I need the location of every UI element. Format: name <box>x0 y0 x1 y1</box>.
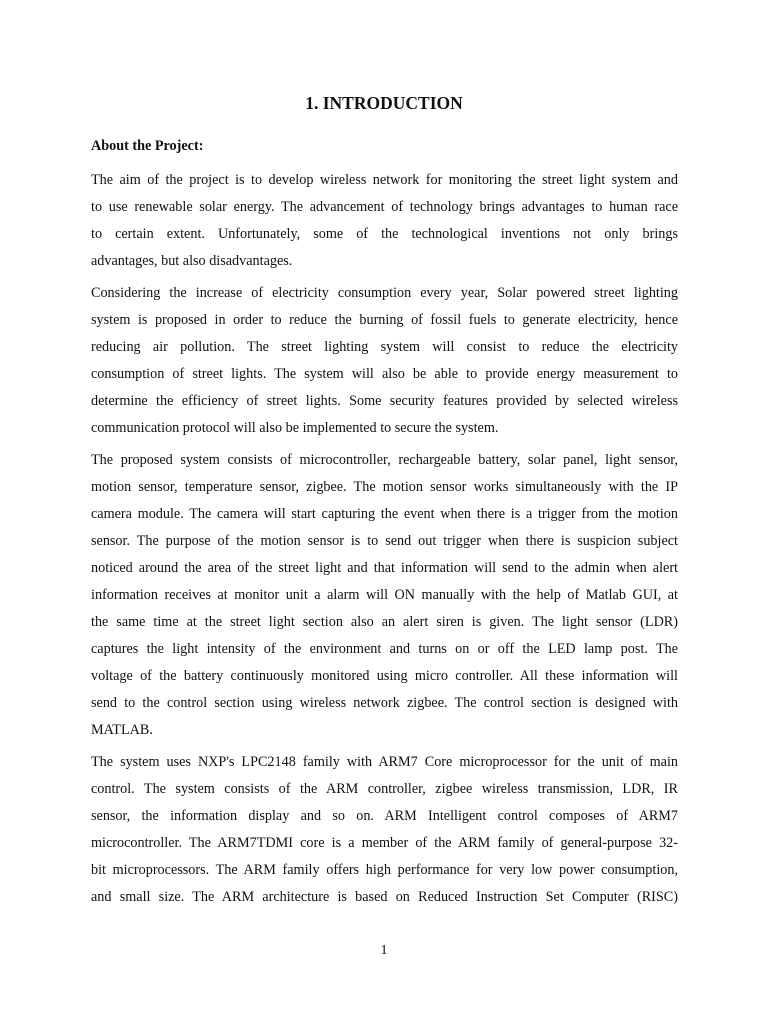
text-line: and small size. The ARM architecture is based on Reduced Instruction Set Computer (RISC) <box>91 889 678 905</box>
page-number: 1 <box>380 943 388 958</box>
text-line: determine the efficiency of street lights. Some security features provided by selected wireless <box>91 393 678 409</box>
text-line: system is proposed in order to reduce the burning of fossil fuels to generate electricity, hence <box>91 312 678 328</box>
text-line: noticed around the area of the street light and that information will send to the admin when alert <box>91 560 678 576</box>
text-line: The proposed system consists of microcontroller, rechargeable battery, solar panel, light sensor, <box>91 452 678 468</box>
text-line: camera module. The camera will start capturing the event when there is a trigger from the motion <box>91 506 678 522</box>
text-line: Considering the increase of electricity consumption every year, Solar powered street lighting <box>91 285 678 301</box>
text-line: communication protocol will also be implemented to secure the system. <box>91 420 499 436</box>
text-line: motion sensor, temperature sensor, zigbee. The motion sensor works simultaneously with the IP <box>91 479 678 495</box>
text-line: voltage of the battery continuously monitored using micro controller. All these information will <box>91 668 678 684</box>
text-line: MATLAB. <box>91 722 153 738</box>
paragraph <box>91 447 678 744</box>
paragraph <box>91 749 678 911</box>
text-line: captures the light intensity of the environment and turns on or off the LED lamp post. The <box>91 641 678 657</box>
text-line: microcontroller. The ARM7TDMI core is a member of the ARM family of general-purpose 32- <box>91 835 678 851</box>
section-subheading: About the Project: <box>91 138 204 154</box>
paragraph <box>91 280 678 442</box>
text-line: The system uses NXP's LPC2148 family with ARM7 Core microprocessor for the unit of main <box>91 754 678 770</box>
text-line: bit microprocessors. The ARM family offers high performance for very low power consumption, <box>91 862 678 878</box>
text-line: send to the control section using wireless network zigbee. The control section is designed with <box>91 695 678 711</box>
body-text <box>91 167 678 916</box>
text-line: consumption of street lights. The system will also be able to provide energy measurement to <box>91 366 678 382</box>
text-line: information receives at monitor unit a alarm will ON manually with the help of Matlab GUI, at <box>91 587 678 603</box>
text-line: control. The system consists of the ARM controller, zigbee wireless transmission, LDR, IR <box>91 781 678 797</box>
page-title: 1. INTRODUCTION <box>305 93 463 113</box>
text-line: advantages, but also disadvantages. <box>91 253 293 269</box>
text-line: The aim of the project is to develop wireless network for monitoring the street light system and <box>91 172 678 188</box>
text-line: to use renewable solar energy. The advancement of technology brings advantages to human race <box>91 199 678 215</box>
text-line: to certain extent. Unfortunately, some of the technological inventions not only brings <box>91 226 678 242</box>
text-line: reducing air pollution. The street lighting system will consist to reduce the electricity <box>91 339 678 355</box>
text-line: sensor, the information display and so on. ARM Intelligent control composes of ARM7 <box>91 808 678 824</box>
text-line: the same time at the street light section also an alert siren is given. The light sensor (LDR) <box>91 614 678 630</box>
text-line: sensor. The purpose of the motion sensor is to send out trigger when there is suspicion subject <box>91 533 678 549</box>
paragraph <box>91 167 678 275</box>
